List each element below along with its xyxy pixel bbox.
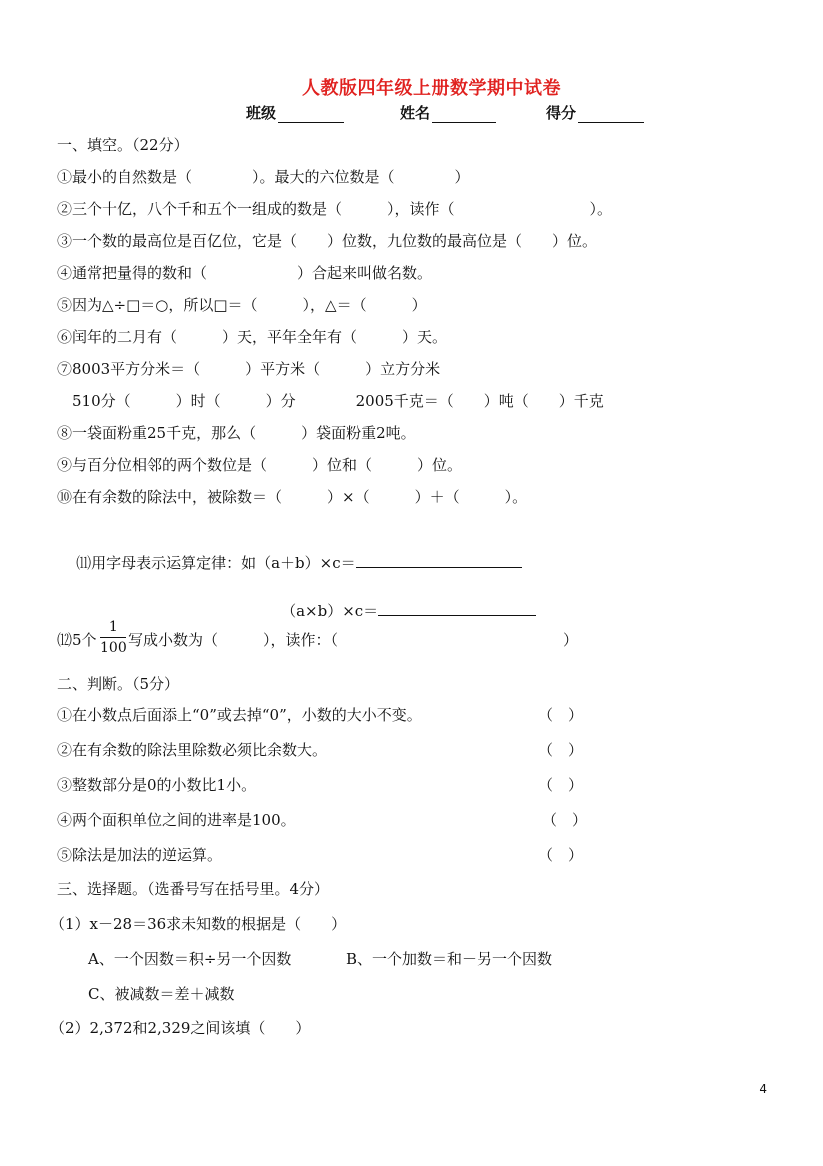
choice-question-1: （1）x－28＝36求未知数的根据是（ ）	[50, 915, 347, 933]
judge-item-3: ③整数部分是0的小数比1小。	[57, 776, 257, 794]
question-1-6: ⑥闰年的二月有（ ）天，平年全年有（ ）天。	[57, 328, 448, 346]
judge-box-5[interactable]: （ ）	[538, 846, 584, 864]
choice-option-a: A、一个因数＝积÷另一个因数	[88, 950, 292, 968]
q11b-blank[interactable]	[378, 601, 536, 616]
choice-option-c: C、被减数＝差＋减数	[88, 985, 235, 1003]
question-1-4: ④通常把量得的数和（ ）合起来叫做名数。	[57, 264, 433, 282]
question-1-5: ⑤因为△÷□＝○，所以□＝（ ），△＝（ ）	[57, 296, 427, 314]
judge-box-1[interactable]: （ ）	[538, 706, 584, 724]
fraction-denominator: 100	[100, 640, 127, 656]
class-label: 班级	[246, 104, 277, 122]
judge-item-4: ④两个面积单位之间的进率是100。	[57, 811, 296, 829]
judge-item-2: ②在有余数的除法里除数必须比余数大。	[57, 741, 328, 759]
name-field	[400, 102, 496, 123]
class-blank[interactable]	[278, 107, 344, 123]
question-1-7b: 510分（ ）时（ ）分 2005千克＝（ ）吨（ ）千克	[72, 392, 604, 410]
page-number: 4	[759, 1082, 767, 1096]
question-1-8: ⑧一袋面粉重25千克，那么（ ）袋面粉重2吨。	[57, 424, 416, 442]
judge-item-1: ①在小数点后面添上“0”或去掉“0”，小数的大小不变。	[57, 706, 422, 724]
score-field	[546, 102, 644, 123]
judge-box-2[interactable]: （ ）	[538, 741, 584, 759]
name-label: 姓名	[400, 104, 431, 122]
section3-heading: 三、选择题。（选番号写在括号里。4分）	[57, 880, 330, 898]
question-1-1: ①最小的自然数是（ ）。最大的六位数是（ ）	[57, 168, 470, 186]
question-1-10: ⑩在有余数的除法中，被除数＝（ ）×（ ）＋（ ）。	[57, 488, 528, 506]
choice-question-2: （2）2,372和2,329之间该填（ ）	[50, 1019, 311, 1037]
question-1-3: ③一个数的最高位是百亿位，它是（ ）位数，九位数的最高位是（ ）位。	[57, 232, 598, 250]
q11b-text: （a×b）×c＝	[281, 602, 379, 620]
page-title: 人教版四年级上册数学期中试卷	[302, 78, 561, 99]
score-blank[interactable]	[578, 107, 644, 123]
class-field	[246, 102, 344, 123]
fraction-numerator: 1	[108, 619, 118, 635]
section1-heading: 一、填空。（22分）	[57, 136, 189, 154]
judge-item-5: ⑤除法是加法的逆运算。	[57, 846, 223, 864]
judge-box-4[interactable]: （ ）	[542, 811, 588, 829]
question-1-2: ②三个十亿，八个千和五个一组成的数是（ ），读作（ ）。	[57, 200, 613, 218]
question-1-7a: ⑦8003平方分米＝（ ）平方米（ ）立方分米	[57, 360, 441, 378]
question-1-12-suffix: 写成小数为（ ），读作：（ ）	[128, 631, 579, 649]
q11a-blank[interactable]	[356, 553, 522, 568]
fraction	[100, 619, 127, 656]
judge-box-3[interactable]: （ ）	[538, 776, 584, 794]
name-blank[interactable]	[432, 107, 496, 123]
section2-heading: 二、判断。（5分）	[57, 675, 180, 693]
question-1-9: ⑨与百分位相邻的两个数位是（ ）位和（ ）位。	[57, 456, 463, 474]
score-label: 得分	[546, 104, 577, 122]
fraction-bar	[100, 637, 126, 638]
q11a-text: ⑾用字母表示运算定律：如（a＋b）×c＝	[76, 554, 356, 572]
question-1-12-prefix: ⑿5个	[57, 631, 97, 649]
choice-option-b: B、一个加数＝和－另一个因数	[346, 950, 553, 968]
